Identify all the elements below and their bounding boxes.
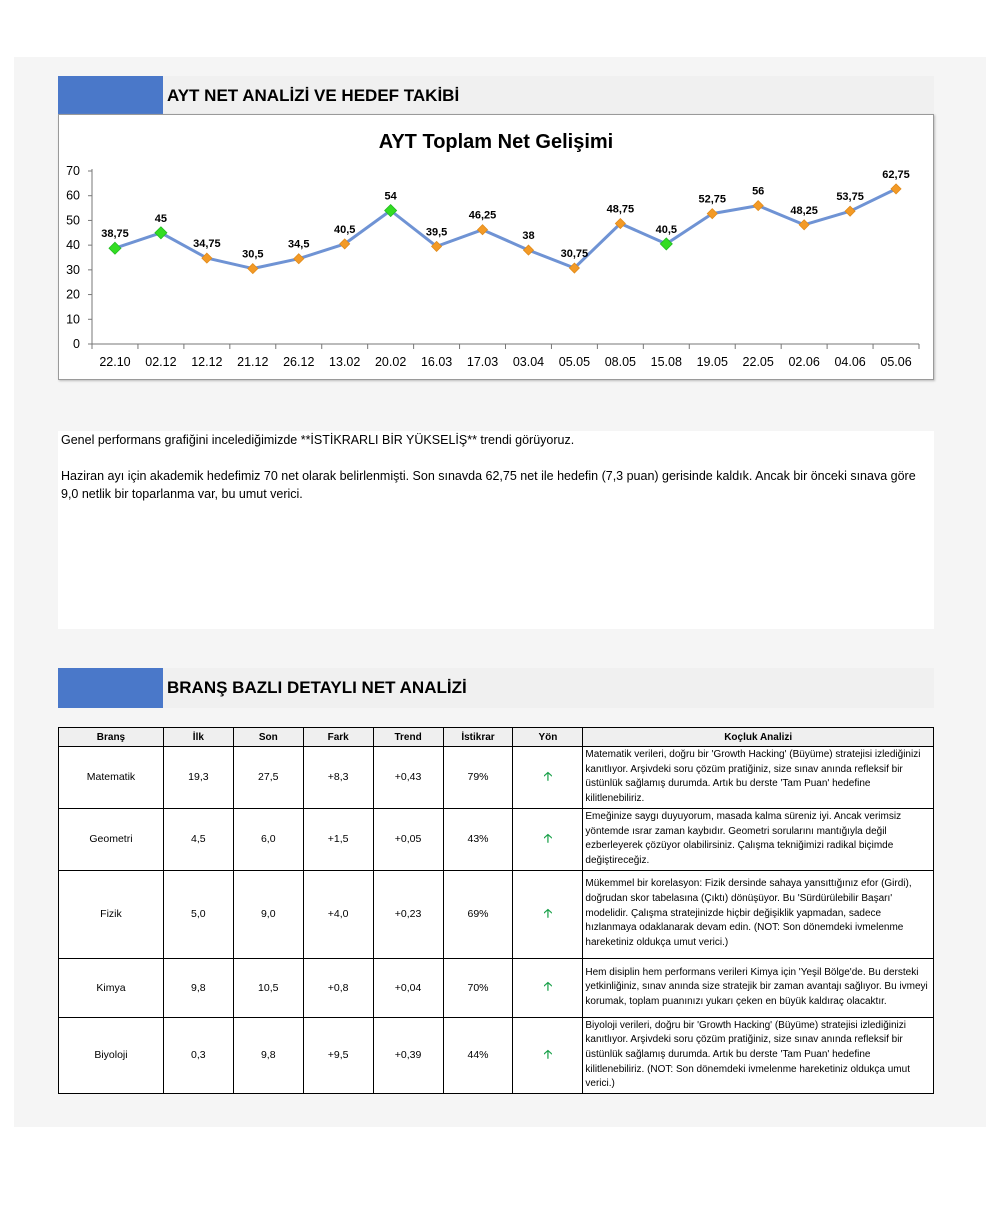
y-tick-label: 30 — [66, 262, 80, 277]
cell-kocluk-analizi: Hem disiplin hem performans verileri Kimya için 'Yeşil Bölge'de. Bu dersteki yetkinliğiniz, sınav anında size stratejik bir zaman avantajı sağlıyor. Bu ivmeyi korumak, toplam puanınızı yukarı çeken en büyük kaldıraç olacaktır. — [583, 958, 934, 1017]
analysis-text-box — [58, 431, 934, 629]
data-point-orange — [845, 206, 855, 216]
data-label: 39,5 — [425, 226, 448, 239]
cell-kocluk-analizi: Mükemmel bir korelasyon: Fizik dersinde sahaya yansıttığınız efor (Girdi), doğrudan skor tabelasına (Çıktı) dönüşüyor. Bu 'Sürdürülebilir Başarı' modelidir. Çalışma stratejinizde hiçbir değişiklik yapmadan, sadece hızlanmaya odaklanarak devam edin. (NOT: Son dönemdeki ivmelenme hareketiniz oldukça umut verici.) — [583, 870, 934, 958]
cell-fark: +1,5 — [303, 808, 373, 870]
section-title-brans: BRANŞ BAZLI DETAYLI NET ANALİZİ — [167, 678, 467, 697]
cell-trend: +0,05 — [373, 808, 443, 870]
y-tick-label: 60 — [66, 188, 80, 203]
table-row-kimya — [59, 958, 934, 1017]
data-point-orange — [753, 201, 763, 211]
x-tick-label: 17.03 — [466, 355, 499, 369]
x-tick-label: 20.02 — [374, 355, 407, 369]
cell-trend: +0,04 — [373, 958, 443, 1017]
cell-son: 10,5 — [233, 958, 303, 1017]
data-label: 62,75 — [882, 168, 910, 181]
table-row-geometri — [59, 808, 934, 870]
x-tick-label: 02.06 — [788, 355, 820, 369]
header-ilk: İlk — [163, 728, 233, 747]
data-label: 48,25 — [790, 204, 818, 217]
x-tick-label: 16.03 — [420, 355, 453, 369]
x-tick-label: 05.05 — [558, 355, 591, 369]
data-label: 52,75 — [698, 193, 727, 206]
cell-ilk: 9,8 — [163, 958, 233, 1017]
cell-fark: +4,0 — [303, 870, 373, 958]
section-header-brans — [58, 668, 934, 708]
table-header-row — [59, 728, 934, 747]
data-label: 45 — [154, 212, 168, 225]
arrow-up-icon: 🡡 — [513, 958, 583, 1017]
net-line-chart — [59, 115, 933, 379]
header-istikrar: İstikrar — [443, 728, 513, 747]
cell-son: 6,0 — [233, 808, 303, 870]
cell-son: 27,5 — [233, 747, 303, 809]
x-tick-label: 05.06 — [880, 355, 912, 369]
cell-trend: +0,39 — [373, 1017, 443, 1094]
cell-ilk: 5,0 — [163, 870, 233, 958]
analysis-paragraph-trend: Genel performans grafiğini incelediğimizde **İSTİKRARLI BİR YÜKSELİŞ** trendi görüyoruz. — [61, 433, 575, 447]
cell-kocluk-analizi: Biyoloji verileri, doğru bir 'Growth Hacking' (Büyüme) stratejisi izlediğinizi kanıtlıyor. Arşivdeki soru çözüm pratiğiniz, size sınav anında refleksif bir üstünlük sağlamış durumda. Artık bu derste 'Tam Puan' hedefine kilitlenebiliriz. (NOT: Son dönemdeki ivmelenme hareketiniz oldukça umut verici.) — [583, 1017, 934, 1094]
cell-brans: Biyoloji — [59, 1017, 164, 1094]
data-label: 40,5 — [333, 223, 356, 236]
data-label: 30,5 — [242, 248, 264, 261]
y-tick-label: 20 — [66, 287, 80, 302]
data-point-orange — [799, 220, 809, 230]
analysis-paragraph-goal: Haziran ayı için akademik hedefimiz 70 net olarak belirlenmişti. Son sınavda 62,75 net ile hedefin (7,3 puan) gerisinde kaldık. Ancak bir önceki sınava göre 9,0 netlik bir toparlanma var, bu umut verici. — [61, 469, 916, 501]
data-point-orange — [891, 184, 901, 194]
data-label: 38,75 — [101, 228, 129, 241]
table-row-biyoloji — [59, 1017, 934, 1094]
header-fark: Fark — [303, 728, 373, 747]
x-tick-label: 26.12 — [283, 355, 315, 369]
data-label: 40,5 — [655, 223, 678, 236]
x-tick-label: 03.04 — [512, 355, 545, 369]
data-point-orange — [478, 225, 488, 235]
x-tick-label: 13.02 — [329, 355, 361, 369]
arrow-up-icon: 🡡 — [513, 870, 583, 958]
data-point-orange — [523, 245, 533, 255]
y-tick-label: 50 — [66, 213, 80, 228]
cell-fark: +9,5 — [303, 1017, 373, 1094]
cell-ilk: 4,5 — [163, 808, 233, 870]
x-tick-label: 22.10 — [99, 355, 131, 369]
data-label: 46,25 — [468, 209, 497, 222]
x-tick-label: 19.05 — [696, 355, 728, 369]
y-tick-label: 0 — [73, 337, 80, 351]
x-tick-label: 15.08 — [650, 355, 682, 369]
cell-brans: Geometri — [59, 808, 164, 870]
header-accent-bar — [58, 76, 163, 116]
data-point-green — [109, 242, 121, 254]
table-row-fizik — [59, 870, 934, 958]
cell-son: 9,0 — [233, 870, 303, 958]
arrow-up-icon: 🡡 — [513, 808, 583, 870]
data-label: 34,5 — [288, 238, 310, 251]
y-tick-label: 10 — [66, 312, 80, 327]
table-row-matematik — [59, 747, 934, 809]
cell-brans: Matematik — [59, 747, 164, 809]
net-chart — [58, 114, 934, 380]
cell-kocluk-analizi: Matematik verileri, doğru bir 'Growth Hacking' (Büyüme) stratejisi izlediğinizi kanıtlıyor. Arşivdeki soru çözüm pratiğiniz, size sınav anında refleksif bir üstünlük sağlamış durumda. Artık bu derste 'Tam Puan' hedefine kilitlenebiliriz. — [583, 747, 934, 809]
header-brans: Branş — [59, 728, 164, 747]
y-tick-label: 70 — [66, 164, 80, 178]
x-tick-label: 08.05 — [604, 355, 637, 369]
data-label: 34,75 — [193, 238, 221, 251]
chart-title: AYT Toplam Net Gelişimi — [378, 131, 614, 153]
cell-istikrar: 43% — [443, 808, 513, 870]
data-point-orange — [248, 264, 258, 274]
cell-brans: Kimya — [59, 958, 164, 1017]
cell-son: 9,8 — [233, 1017, 303, 1094]
cell-fark: +8,3 — [303, 747, 373, 809]
x-tick-label: 04.06 — [834, 355, 866, 369]
cell-fark: +0,8 — [303, 958, 373, 1017]
x-tick-label: 21.12 — [237, 355, 269, 369]
data-label: 48,75 — [606, 203, 635, 216]
arrow-up-icon: 🡡 — [513, 747, 583, 809]
cell-trend: +0,23 — [373, 870, 443, 958]
x-tick-label: 22.05 — [742, 355, 774, 369]
data-label: 30,75 — [560, 248, 589, 261]
header-son: Son — [233, 728, 303, 747]
brans-analysis-table — [58, 727, 934, 1094]
section-header-ayt — [58, 76, 934, 116]
data-label: 38 — [522, 230, 535, 243]
series-line — [115, 189, 896, 269]
header-yon: Yön — [513, 728, 583, 747]
data-point-orange — [294, 254, 304, 264]
cell-trend: +0,43 — [373, 747, 443, 809]
header-kocluk-analizi: Koçluk Analizi — [583, 728, 934, 747]
cell-ilk: 0,3 — [163, 1017, 233, 1094]
x-tick-label: 12.12 — [191, 355, 223, 369]
data-point-green — [155, 227, 167, 239]
cell-ilk: 19,3 — [163, 747, 233, 809]
cell-brans: Fizik — [59, 870, 164, 958]
data-label: 54 — [384, 190, 397, 203]
cell-istikrar: 79% — [443, 747, 513, 809]
cell-kocluk-analizi: Emeğinize saygı duyuyorum, masada kalma süreniz iyi. Ancak verimsiz yöntemde ısrar zaman kaybıdır. Geometri sorularını mantığıyla değil ezberleyerek çözüyor olabilirsiniz. Çalışma tekniğimizi radikal biçimde değiştireceğiz. — [583, 808, 934, 870]
section-title-ayt: AYT NET ANALİZİ VE HEDEF TAKİBİ — [167, 86, 460, 105]
header-accent-bar — [58, 668, 163, 708]
cell-istikrar: 70% — [443, 958, 513, 1017]
cell-istikrar: 44% — [443, 1017, 513, 1094]
x-tick-label: 02.12 — [145, 355, 177, 369]
cell-istikrar: 69% — [443, 870, 513, 958]
arrow-up-icon: 🡡 — [513, 1017, 583, 1094]
data-label: 53,75 — [836, 191, 864, 204]
report-page — [14, 57, 986, 1127]
y-tick-label: 40 — [66, 238, 80, 253]
data-label: 56 — [752, 185, 765, 198]
header-trend: Trend — [373, 728, 443, 747]
